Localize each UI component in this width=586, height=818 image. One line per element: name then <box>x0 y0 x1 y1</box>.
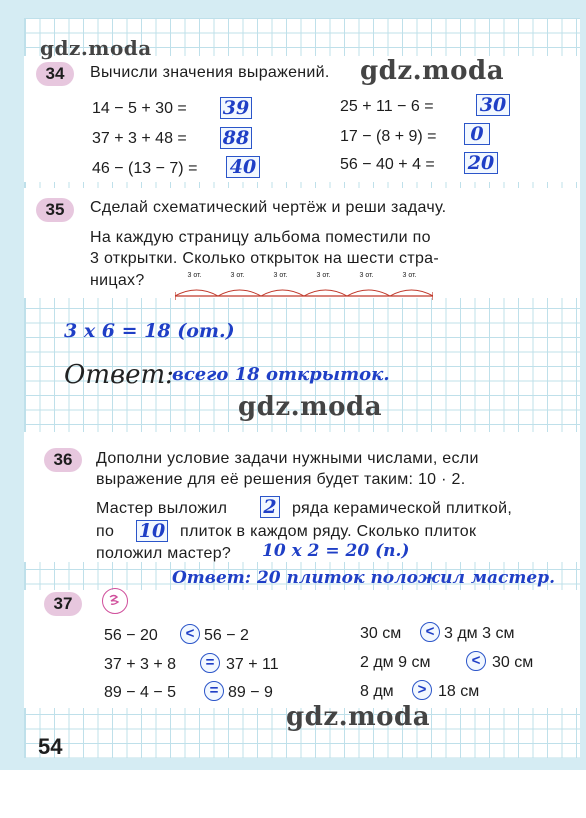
segment-label: 3 от. <box>187 272 202 279</box>
task35-text-line: 3 открытки. Сколько открыток на шести стра- <box>90 250 439 267</box>
task37-sign: < <box>180 624 200 644</box>
task34-answer-4: 30 <box>476 94 510 116</box>
task36-solution: 10 x 2 = 20 (п.) <box>262 541 410 561</box>
task36-text-line: ряда керамической плиткой, <box>292 500 513 517</box>
segment-label: 3 от. <box>402 272 417 279</box>
segment-label: 3 от. <box>230 272 245 279</box>
segment-diagram-svg <box>175 272 433 300</box>
task36-text-line: по <box>96 523 115 540</box>
task35-solution: 3 x 6 = 18 (от.) <box>64 320 235 342</box>
task34-answer-6: 20 <box>464 152 498 174</box>
task37-sign: < <box>466 651 486 671</box>
watermark: gdz.moda <box>286 702 431 732</box>
task34-title: Вычисли значения выражений. <box>90 64 330 81</box>
task34-expr-3: 46 − (13 − 7) = <box>92 160 198 177</box>
watermark: gdz.moda <box>360 56 505 86</box>
task37-left: 56 − 20 <box>104 627 158 644</box>
mental-math-icon <box>102 588 128 614</box>
task34-answer-2: 88 <box>220 127 252 149</box>
segment-arc <box>261 290 304 296</box>
task36-box-tiles: 10 <box>136 520 168 542</box>
task34-expr-2: 37 + 3 + 48 = <box>92 130 187 147</box>
task34-answer-5: 0 <box>464 123 490 145</box>
task37-right: 56 − 2 <box>204 627 249 644</box>
task37-right: 3 дм 3 см <box>444 625 515 642</box>
task34-expr-6: 56 − 40 + 4 = <box>340 156 435 173</box>
task34-expr-4: 25 + 11 − 6 = <box>340 98 434 115</box>
segment-arc <box>390 290 433 296</box>
task37-left: 89 − 4 − 5 <box>104 684 177 701</box>
task35-text-line: ницах? <box>90 272 145 289</box>
segment-label: 3 от. <box>316 272 331 279</box>
task37-left: 30 см <box>360 625 402 642</box>
task-number-35: 35 <box>36 198 74 222</box>
task37-right: 89 − 9 <box>228 684 273 701</box>
watermark: gdz.moda <box>238 392 383 422</box>
task35-answer: всего 18 открыток. <box>172 364 390 385</box>
task37-sign: < <box>420 622 440 642</box>
segment-diagram <box>175 272 433 300</box>
task36-answer: Ответ: 20 плиток положил мастер. <box>172 568 555 588</box>
task37-right: 30 см <box>492 654 534 671</box>
segment-label: 3 от. <box>359 272 374 279</box>
task37-left: 37 + 3 + 8 <box>104 656 177 673</box>
task34-expr-1: 14 − 5 + 30 = <box>92 100 187 117</box>
task36-text-line: Дополни условие задачи нужными числами, если <box>96 450 479 467</box>
task36-text-line: Мастер выложил <box>96 500 228 517</box>
task-number-36: 36 <box>44 448 82 472</box>
task-number-37: 37 <box>44 592 82 616</box>
task35-title: Сделай схематический чертёж и реши задачу. <box>90 199 447 216</box>
page-number: 54 <box>38 734 63 759</box>
task34-answer-3: 40 <box>226 156 260 178</box>
task37-left: 8 дм <box>360 683 394 700</box>
task36-box-rows: 2 <box>260 496 280 518</box>
task35-answer-label: Ответ: <box>64 360 174 390</box>
segment-label: 3 от. <box>273 272 288 279</box>
task34-expr-5: 17 − (8 + 9) = <box>340 128 437 145</box>
task37-sign: = <box>204 681 224 701</box>
segment-arc <box>175 290 218 296</box>
task37-sign: > <box>412 680 432 700</box>
task35-text-line: На каждую страницу альбома поместили по <box>90 229 431 246</box>
task37-right: 18 см <box>438 683 480 700</box>
segment-arc <box>347 290 390 296</box>
task37-sign: = <box>200 653 220 673</box>
task-number-34: 34 <box>36 62 74 86</box>
watermark: gdz.moda <box>40 36 152 60</box>
task37-right: 37 + 11 <box>226 656 279 673</box>
segment-arc <box>304 290 347 296</box>
segment-arc <box>218 290 261 296</box>
task36-text-line: положил мастер? <box>96 545 232 562</box>
task37-left: 2 дм 9 см <box>360 654 431 671</box>
task34-answer-1: 39 <box>220 97 252 119</box>
task36-text-line: плиток в каждом ряду. Сколько плиток <box>180 523 477 540</box>
task36-text-line: выражение для её решения будет таким: 10 · 2. <box>96 471 466 488</box>
